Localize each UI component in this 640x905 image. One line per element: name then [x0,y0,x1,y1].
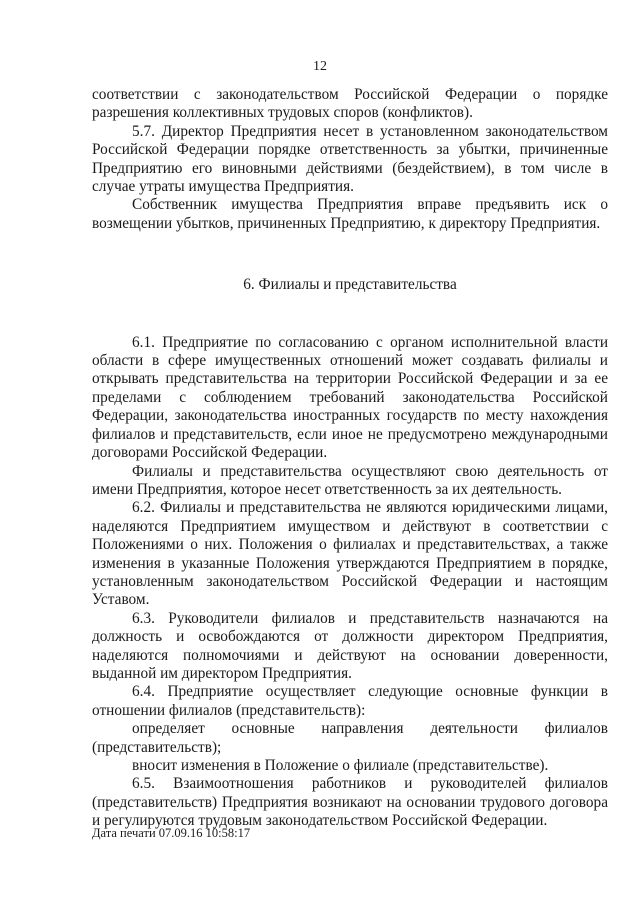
paragraph-owner-claim: Собственник имущества Предприятия вправе предъявить иск о возмещении убытков, причиненных Предприятию, к директору Предприятия. [92,196,608,232]
paragraph-6-4: 6.4. Предприятие осуществляет следующие основные функции в отношении филиалов (представительств): [92,683,608,719]
function-word: основные [231,720,295,738]
function-word: филиалов [544,720,608,738]
paragraph-6-2: 6.2. Филиалы и представительства не являются юридическими лицами, наделяются Предприятием имуществом и действуют в соответствии с Положениями о них. Положения о филиалах и представительствах, а также изменения в указанные Положения утверждаются Предприятием в порядке, установленным законодательством Российской Федерации и настоящим Уставом. [92,499,608,609]
section-heading: 6. Филиалы и представительства [243,276,457,294]
paragraph-branches-activity: Филиалы и представительства осуществляют свою деятельность от имени Предприятия, которое несет ответственность за их деятельность. [92,462,608,498]
function-word: определяет [132,720,205,738]
paragraph-6-5: 6.5. Взаимоотношения работников и руководителей филиалов (представительств) Предприятия возникают на основании трудового договора и регулируются трудовым законодательством Российской Федерации. [92,775,608,830]
paragraph-5-7: 5.7. Директор Предприятия несет в установленном законодательством Российской Федерации порядке ответственность за убытки, причиненные Предприятию его виновными действиями (бездействием), в том числе в случае утраты имущества Предприятия. [92,122,608,196]
print-date-footer: Дата печати 07.09.16 10:58:17 [92,826,251,840]
paragraph-6-3: 6.3. Руководители филиалов и представительств назначаются на должность и освобождаются от должности директором Предприятия, наделяются полномочиями и действуют на основании доверенности, выданной им директором Предприятия. [92,609,608,682]
function-line-2: вносит изменения в Положение о филиале (представительстве). [132,757,549,774]
function-word: деятельности [430,720,518,738]
function-line-1-continuation: (представительств); [92,738,222,756]
paragraph-continuation: соответствии с законодательством Российской Федерации о порядке разрешения коллективных трудовых споров (конфликтов). [92,86,608,122]
document-body [92,86,608,831]
function-word: направления [321,720,404,738]
paragraph-6-1: 6.1. Предприятие по согласованию с органом исполнительной власти области в сфере имущественных отношений может создавать филиалы и открывать представительства на территории Российской Федерации и за ее пределами с соблюдением требований законодательства Российской Федерации, законодательства иностранных государств по месту нахождения филиалов и представительств, если иное не предусмотрено международными договорами Российской Федерации. [92,333,608,462]
page-number: 12 [313,59,327,74]
function-line-1 [92,720,608,738]
